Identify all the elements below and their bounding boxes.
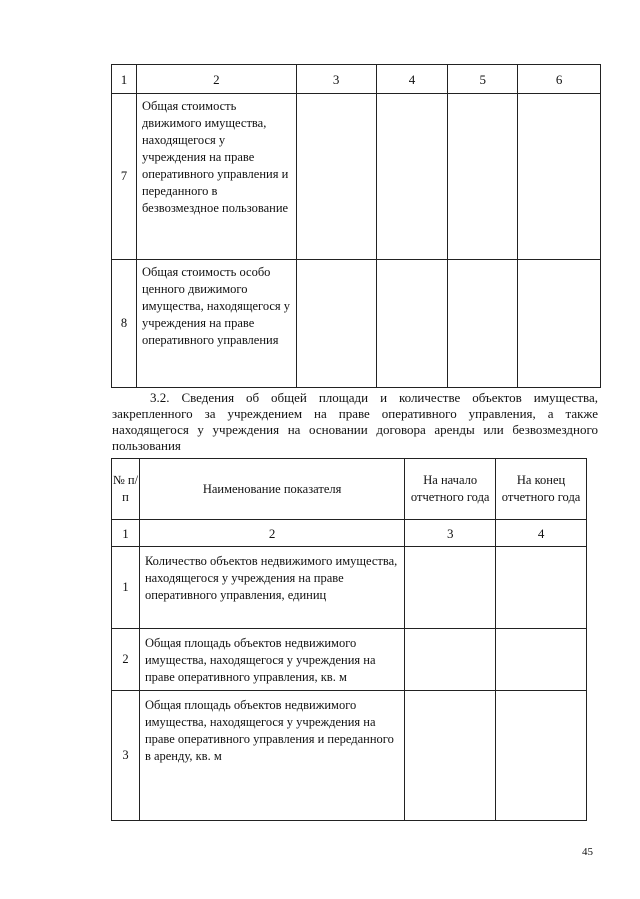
column-number: 3	[405, 520, 496, 547]
row-number: 8	[112, 260, 137, 388]
column-number: 3	[296, 65, 376, 94]
empty-cell	[296, 260, 376, 388]
row-name: Общая стоимость движимого имущества, находящегося у учреждения на праве оперативного управления и переданного в безвозмездное пользование	[136, 94, 296, 260]
column-number: 4	[496, 520, 587, 547]
column-number: 1	[112, 65, 137, 94]
row-name: Количество объектов недвижимого имущества, находящегося у учреждения на праве оперативного управления, единиц	[139, 547, 404, 629]
header-number: № п/п	[112, 459, 140, 520]
row-number: 7	[112, 94, 137, 260]
row-number: 1	[112, 547, 140, 629]
column-number: 6	[518, 65, 601, 94]
header-end: На конец отчетного года	[496, 459, 587, 520]
row-number: 2	[112, 629, 140, 691]
empty-cell	[405, 547, 496, 629]
empty-cell	[448, 260, 518, 388]
property-value-table	[111, 64, 601, 388]
row-name: Общая площадь объектов недвижимого имущества, находящегося у учреждения на праве оперативного управления, кв. м	[139, 629, 404, 691]
empty-cell	[405, 691, 496, 821]
column-number: 4	[376, 65, 448, 94]
empty-cell	[448, 94, 518, 260]
empty-cell	[496, 629, 587, 691]
table-row	[112, 547, 587, 629]
column-number: 2	[136, 65, 296, 94]
empty-cell	[518, 260, 601, 388]
table-row	[112, 94, 601, 260]
row-number: 3	[112, 691, 140, 821]
page-number: 45	[582, 846, 593, 858]
empty-cell	[296, 94, 376, 260]
column-number: 5	[448, 65, 518, 94]
row-name: Общая площадь объектов недвижимого имущества, находящегося у учреждения на праве оперативного управления и переданного в аренду, кв. м	[139, 691, 404, 821]
column-number: 1	[112, 520, 140, 547]
section-heading-text: 3.2. Сведения об общей площади и количестве объектов имущества, закрепленного за учреждением на праве оперативного управления, а также находящегося у учреждения на основании договора аренды или безвозмездного пользования	[112, 390, 598, 453]
table-row	[112, 629, 587, 691]
real-estate-table	[111, 458, 587, 821]
empty-cell	[376, 94, 448, 260]
column-number: 2	[139, 520, 404, 547]
empty-cell	[376, 260, 448, 388]
empty-cell	[496, 547, 587, 629]
empty-cell	[405, 629, 496, 691]
header-name: Наименование показателя	[139, 459, 404, 520]
header-start: На начало отчетного года	[405, 459, 496, 520]
empty-cell	[518, 94, 601, 260]
row-name: Общая стоимость особо ценного движимого имущества, находящегося у учреждения на праве оперативного управления	[136, 260, 296, 388]
empty-cell	[496, 691, 587, 821]
table-header-row	[112, 459, 587, 520]
table-row	[112, 691, 587, 821]
column-number-row	[112, 520, 587, 547]
table-header-row	[112, 65, 601, 94]
table-row	[112, 260, 601, 388]
